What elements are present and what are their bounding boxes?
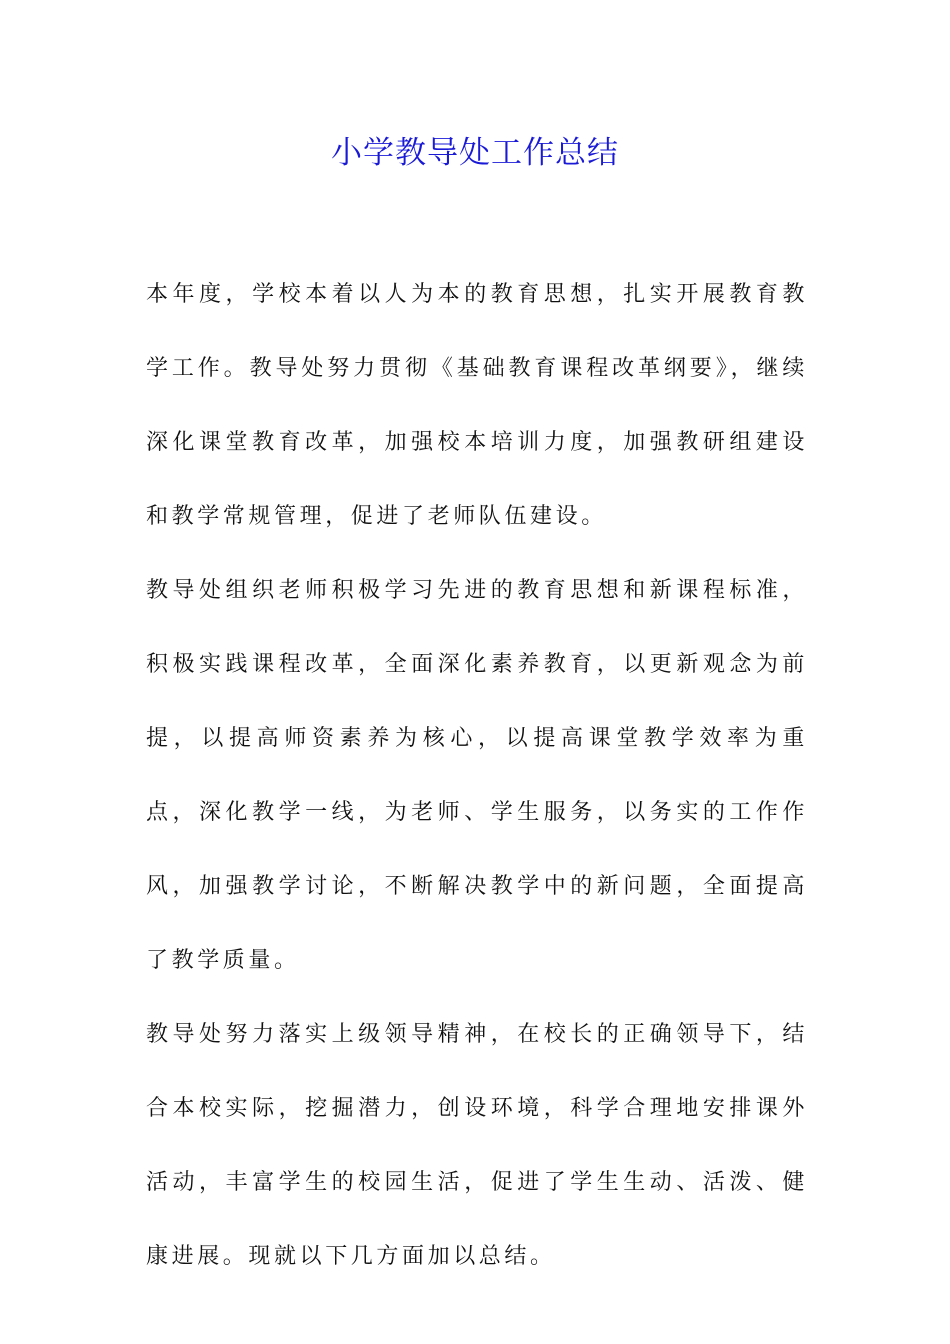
paragraph-3: 教导处努力落实上级领导精神，在校长的正确领导下，结合本校实际，挖掘潜力，创设环境，科学合理地安排课外活动，丰富学生的校园生活，促进了学生生动、活泼、健康进展。现就以下几方面加以总结。 (146, 1022, 808, 1269)
document-body (146, 258, 808, 1294)
document-title: 小学教导处工作总结 (331, 135, 619, 171)
paragraph-2: 教导处组织老师积极学习先进的教育思想和新课程标准，积极实践课程改革，全面深化素养教育，以更新观念为前提，以提高师资素养为核心，以提高课堂教学效率为重点，深化教学一线，为老师、学生服务，以务实的工作作风，加强教学讨论，不断解决教学中的新问题，全面提高了教学质量。 (146, 578, 808, 973)
paragraph-1: 本年度，学校本着以人为本的教育思想，扎实开展教育教学工作。教导处努力贯彻《基础教育课程改革纲要》，继续深化课堂教育改革，加强校本培训力度，加强教研组建设和教学常规管理，促进了老师队伍建设。 (146, 282, 808, 529)
